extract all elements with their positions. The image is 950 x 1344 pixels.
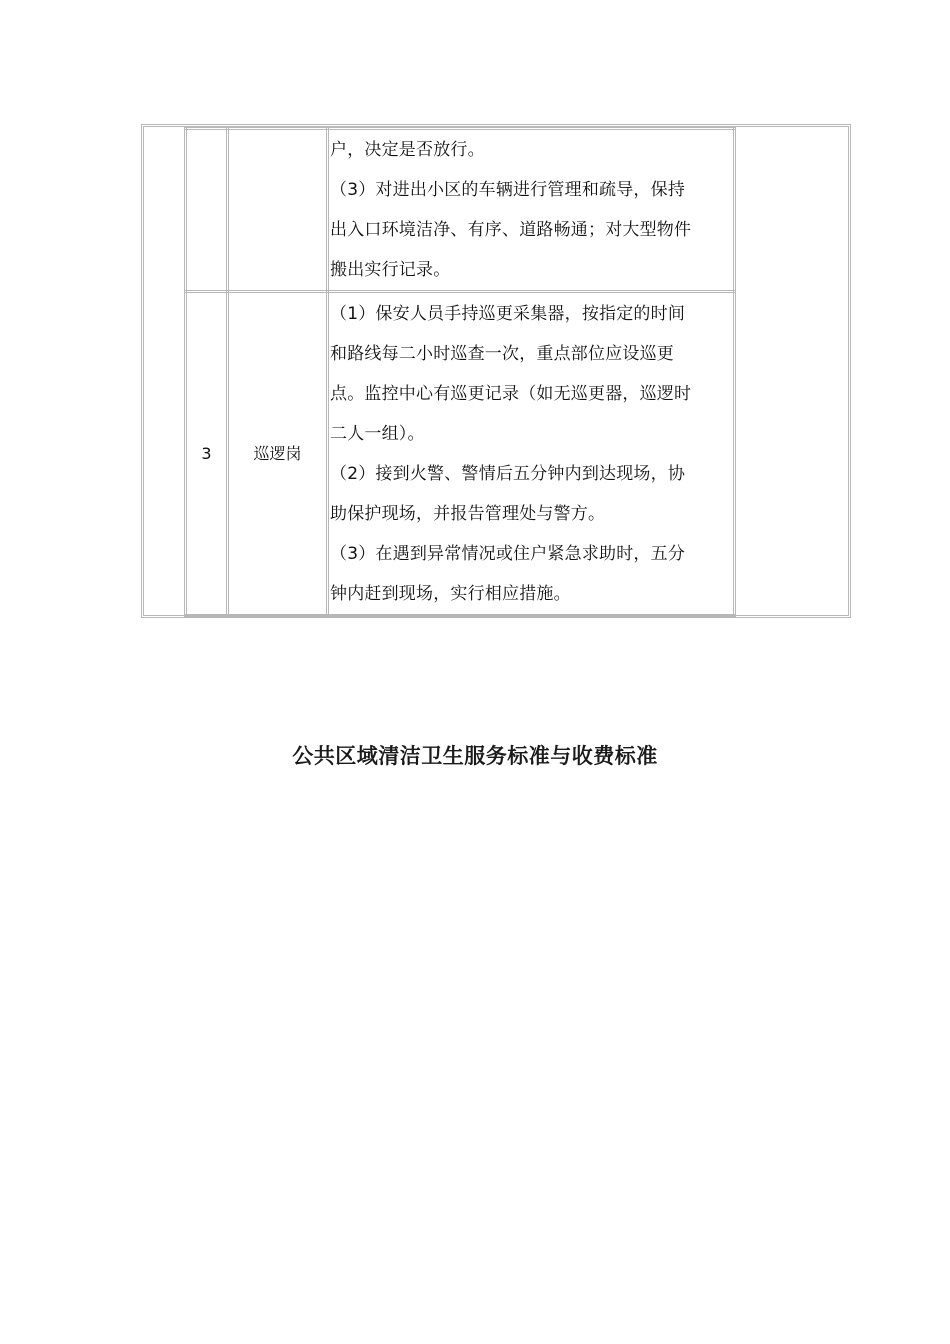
duty-content-cell — [328, 292, 735, 616]
duty-line: 户，决定是否放行。 — [330, 140, 485, 160]
row-number-cell: 3 — [186, 292, 228, 616]
duty-line: （3）在遇到异常情况或住户紧急求助时，五分 — [330, 543, 686, 564]
duty-line: 和路线每二小时巡查一次，重点部位应设巡更 — [330, 343, 674, 364]
duty-line: 搬出实行记录。 — [330, 260, 451, 280]
row-number-cell — [186, 129, 228, 292]
duty-line: （3）对进出小区的车辆进行管理和疏导，保持 — [330, 180, 686, 200]
duty-line: 出入口环境洁净、有序、道路畅通；对大型物件 — [330, 220, 692, 240]
duty-line: （1）保安人员手持巡更采集器，按指定的时间 — [330, 303, 686, 324]
duty-content-cell — [328, 129, 735, 292]
duty-line: 点。监控中心有巡更记录（如无巡更器，巡逻时 — [330, 383, 692, 404]
security-duty-table — [184, 127, 736, 617]
post-name-cell: 巡逻岗 — [228, 292, 328, 616]
duty-line: 二人一组）。 — [330, 423, 425, 444]
duty-line: （2）接到火警、警情后五分钟内到达现场，协 — [330, 463, 686, 484]
section-heading: 公共区域清洁卫生服务标准与收费标准 — [292, 744, 658, 768]
table-row — [186, 129, 735, 292]
duty-line: 助保护现场，并报告管理处与警方。 — [330, 503, 606, 524]
duty-line: 钟内赶到现场，实行相应措施。 — [330, 583, 571, 604]
table-row — [186, 292, 735, 616]
post-name-cell — [228, 129, 328, 292]
